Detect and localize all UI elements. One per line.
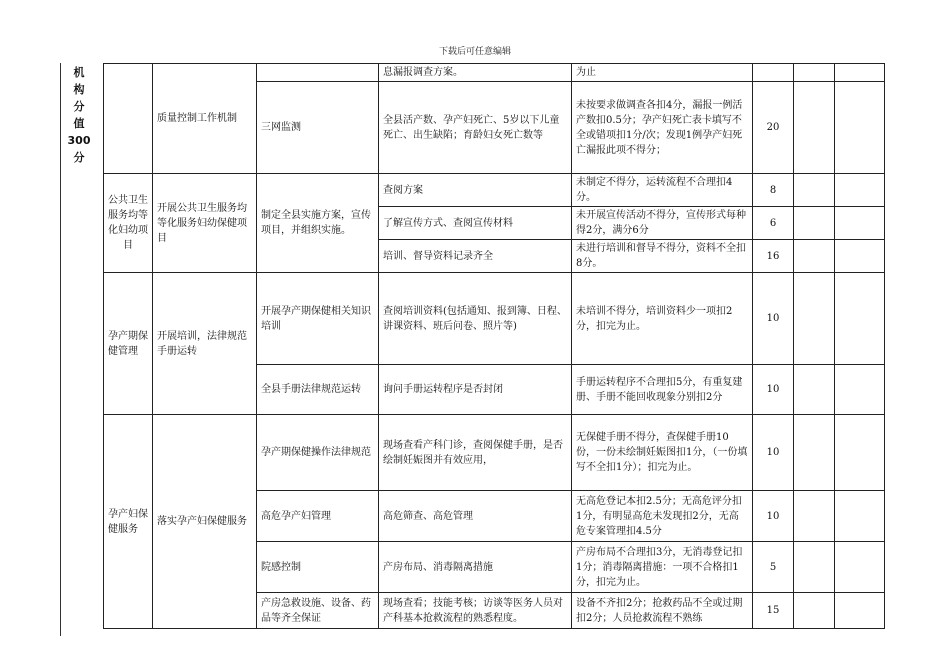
blank-cell <box>835 365 885 415</box>
blank-cell <box>835 273 885 365</box>
table-row <box>104 415 885 491</box>
blank-cell <box>794 491 835 542</box>
item-cell: 高危孕产妇管理 <box>257 491 379 542</box>
blank-cell <box>835 82 885 174</box>
score-cell: 5 <box>753 542 794 593</box>
blank-cell <box>794 174 835 207</box>
section-label-char: 300 <box>67 134 91 147</box>
score-cell: 8 <box>753 174 794 207</box>
criteria-cell: 产房布局不合理扣3分，无消毒登记扣1分；消毒隔离措施：一项不合格扣1分，扣完为止。 <box>572 542 753 593</box>
item-cell: 制定全县实施方案，宣传项目，并组织实施。 <box>257 174 379 273</box>
score-cell: 10 <box>753 273 794 365</box>
item-cell: 开展孕产期保健相关知识培训 <box>257 273 379 365</box>
method-cell: 息漏报调查方案。 <box>379 64 572 82</box>
item-cell: 三网监测 <box>257 82 379 174</box>
blank-cell <box>835 207 885 240</box>
table-row <box>104 273 885 365</box>
blank-cell <box>835 64 885 82</box>
project-cell: 孕产期保健管理 <box>104 273 153 415</box>
method-cell: 现场查看；技能考核；访谈等医务人员对产科基本抢救流程的熟悉程度。 <box>379 593 572 629</box>
category-cell: 质量控制工作机制 <box>153 64 257 174</box>
item-cell <box>257 64 379 82</box>
section-label-char: 机 <box>73 66 85 79</box>
section-label-char: 分 <box>73 151 85 164</box>
blank-cell <box>835 240 885 273</box>
criteria-cell: 手册运转程序不合理扣5分，有重复建册、手册不能回收现象分别扣2分 <box>572 365 753 415</box>
method-cell: 了解宣传方式、查阅宣传材料 <box>379 207 572 240</box>
criteria-cell: 未制定不得分，运转流程不合理扣4分。 <box>572 174 753 207</box>
project-cell: 孕产妇保健服务 <box>104 415 153 629</box>
score-cell <box>753 64 794 82</box>
item-cell: 院感控制 <box>257 542 379 593</box>
blank-cell <box>835 542 885 593</box>
score-cell: 6 <box>753 207 794 240</box>
score-cell: 10 <box>753 415 794 491</box>
criteria-cell: 未进行培训和督导不得分，资料不全扣8分。 <box>572 240 753 273</box>
score-cell: 10 <box>753 365 794 415</box>
table-row <box>104 64 885 82</box>
criteria-cell: 设备不齐扣2分；抢救药品不全或过期扣2分；人员抢救流程不熟练 <box>572 593 753 629</box>
item-cell: 全县手册法律规范运转 <box>257 365 379 415</box>
blank-cell <box>794 365 835 415</box>
section-label-char: 值 <box>73 117 85 130</box>
blank-cell <box>835 491 885 542</box>
criteria-cell: 无高危登记本扣2.5分；无高危评分扣1分，有明显高危未发现扣2分，无高危专案管理扣4.5分 <box>572 491 753 542</box>
criteria-cell: 无保健手册不得分，查保健手册10份，一份未绘制妊娠图扣1分，（一份填写不全扣1分）；扣完为止。 <box>572 415 753 491</box>
left-border-line <box>60 63 61 636</box>
item-cell: 产房急救设施、设备、药品等齐全保证 <box>257 593 379 629</box>
criteria-cell: 未培训不得分，培训资料少一项扣2分，扣完为止。 <box>572 273 753 365</box>
blank-cell <box>794 64 835 82</box>
method-cell: 全县活产数、孕产妇死亡、5岁以下儿童死亡、出生缺陷；育龄妇女死亡数等 <box>379 82 572 174</box>
method-cell: 产房布局、消毒隔离措施 <box>379 542 572 593</box>
criteria-cell: 未开展宣传活动不得分，宣传形式每种得2分，满分6分 <box>572 207 753 240</box>
section-label-char: 分 <box>73 100 85 113</box>
category-cell: 开展公共卫生服务均等化服务妇幼保健项目 <box>153 174 257 273</box>
section-label-char: 构 <box>73 83 85 96</box>
section-label <box>62 64 96 166</box>
blank-cell <box>835 174 885 207</box>
blank-cell <box>794 207 835 240</box>
blank-cell <box>794 82 835 174</box>
score-cell: 15 <box>753 593 794 629</box>
blank-cell <box>794 593 835 629</box>
criteria-cell: 为止 <box>572 64 753 82</box>
blank-cell <box>794 273 835 365</box>
method-cell: 培训、督导资料记录齐全 <box>379 240 572 273</box>
category-cell: 落实孕产妇保健服务 <box>153 415 257 629</box>
score-cell: 20 <box>753 82 794 174</box>
blank-cell <box>794 415 835 491</box>
method-cell: 查阅培训资料(包括通知、报到簿、日程、讲课资料、班后问卷、照片等) <box>379 273 572 365</box>
method-cell: 高危筛查、高危管理 <box>379 491 572 542</box>
header-note: 下载后可任意编辑 <box>438 47 511 57</box>
method-cell: 现场查看产科门诊，查阅保健手册，是否绘制妊娠图并有效应用， <box>379 415 572 491</box>
category-cell: 开展培训，法律规范手册运转 <box>153 273 257 415</box>
blank-cell <box>835 415 885 491</box>
table-row <box>104 174 885 207</box>
item-cell: 孕产期保健操作法律规范 <box>257 415 379 491</box>
project-cell: 公共卫生服务均等化妇幼项目 <box>104 174 153 273</box>
blank-cell <box>794 542 835 593</box>
method-cell: 询问手册运转程序是否封闭 <box>379 365 572 415</box>
blank-cell <box>835 593 885 629</box>
score-cell: 10 <box>753 491 794 542</box>
method-cell: 查阅方案 <box>379 174 572 207</box>
project-cell <box>104 64 153 174</box>
blank-cell <box>794 240 835 273</box>
score-cell: 16 <box>753 240 794 273</box>
criteria-cell: 未按要求做调查各扣4分，漏报一例活产数扣0.5分；孕产妇死亡表卡填写不全或错项扣1分/次；发现1例孕产妇死亡漏报此项不得分； <box>572 82 753 174</box>
evaluation-table <box>103 63 885 629</box>
